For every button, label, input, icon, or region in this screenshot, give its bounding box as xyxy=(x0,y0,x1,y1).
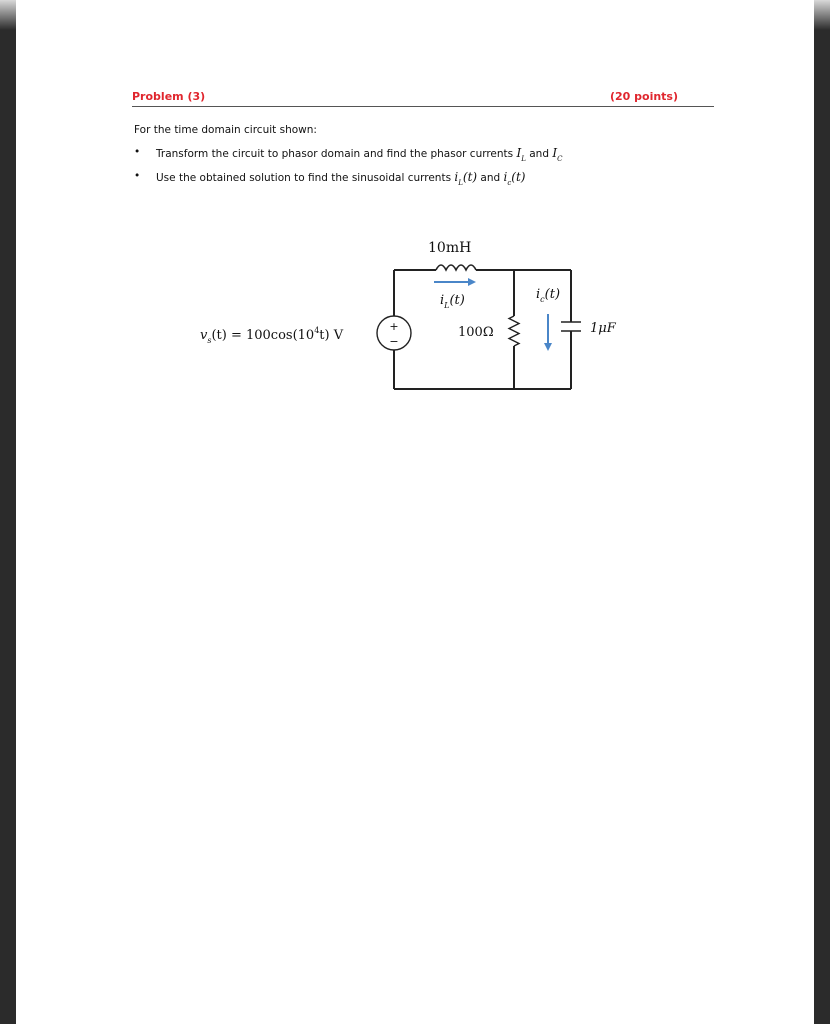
source-minus-sign: − xyxy=(389,335,399,348)
inductor-label: 10mH xyxy=(428,240,472,256)
problem-title: Problem (3) xyxy=(132,90,206,103)
voltage-source-symbol xyxy=(377,316,411,350)
resistor-symbol xyxy=(509,316,519,346)
ic-arrow xyxy=(544,314,552,351)
bullet-text: Transform the circuit to phasor domain and find the phasor currents xyxy=(156,148,517,160)
time-current-il: $i_L(t)$ xyxy=(454,170,478,187)
ic-label: $i_c(t)$ xyxy=(536,287,561,304)
inductor-symbol xyxy=(436,265,476,270)
document-page: Problem (3) (20 points) For the time domain circuit shown: • Transform the circuit to phasor domain and find the phasor currents $I_L$ and $I_C$ • Use the obtained solution to find the sinusoidal currents $i_L(t)$ and $i_c(t)$ + − 10mH $i_L(t)$ 100Ω $i_c(t)$ 1μF $v_s(t) = 100\cos(10^4t)$ V xyxy=(16,0,814,1024)
phasor-current-il: $I_L$ xyxy=(516,146,526,163)
bullet-text: Use the obtained solution to find the sinusoidal currents xyxy=(156,172,455,184)
capacitor-symbol xyxy=(561,322,581,331)
il-arrow xyxy=(434,278,476,286)
problem-intro: For the time domain circuit shown: xyxy=(134,124,317,136)
il-label: $i_L(t)$ xyxy=(440,293,465,310)
time-current-ic: $i_c(t)$ xyxy=(503,170,526,187)
source-expression: $v_s(t) = 100\cos(10^4t)$ V xyxy=(200,326,344,345)
source-plus-sign: + xyxy=(389,320,399,333)
capacitor-label: 1μF xyxy=(590,321,616,336)
bullet-dot: • xyxy=(134,146,141,158)
resistor-label: 100Ω xyxy=(458,325,494,340)
bullet-dot: • xyxy=(134,170,141,182)
problem-points: (20 points) xyxy=(609,90,678,103)
phasor-current-ic: $I_C$ xyxy=(552,146,563,163)
circuit-diagram xyxy=(16,0,814,1024)
